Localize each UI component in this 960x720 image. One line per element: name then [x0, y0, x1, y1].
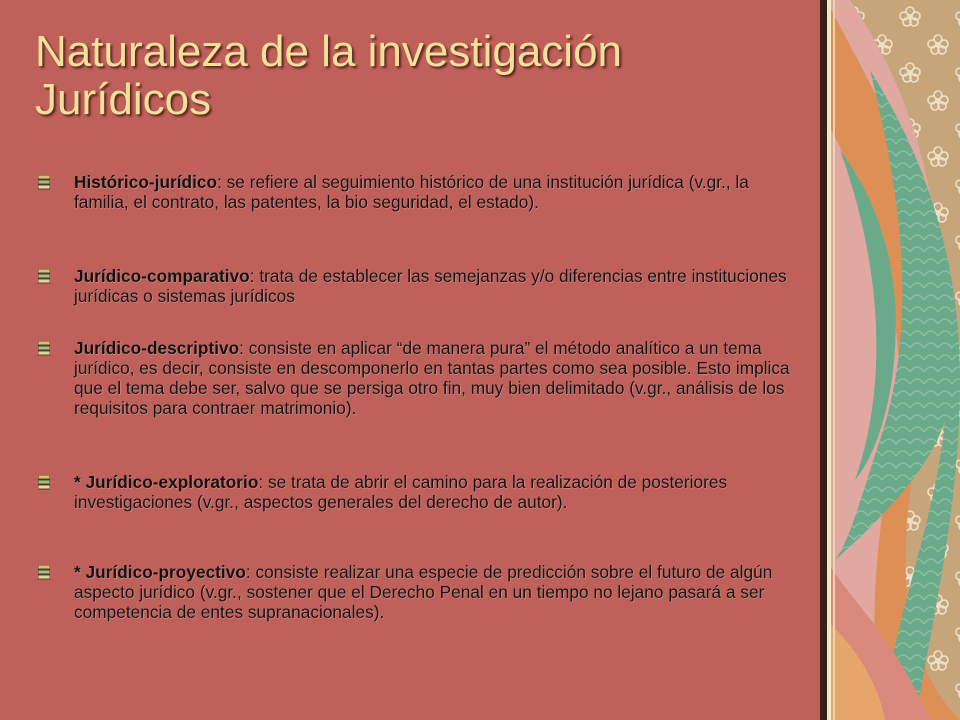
panel-border-dark: [820, 0, 827, 720]
stacked-tiles-bullet-icon: [38, 565, 50, 580]
bullet-item: [38, 266, 798, 306]
panel-border-light-2: [833, 0, 835, 720]
bullet-text: : se refiere al seguimiento histórico de una institución jurídica (v.gr., la familia, el contrato, las patentes, la bio seguridad, el estado).: [74, 172, 749, 212]
bullet-list: [38, 172, 798, 622]
bullet-term: Jurídico-exploratorio: [85, 472, 259, 492]
bullet-item: [38, 338, 798, 438]
stacked-tiles-bullet-icon: [38, 269, 50, 284]
bullet-text: : trata de establecer las semejanzas y/o diferencias entre instituciones jurídicas o sistemas jurídicos: [74, 266, 787, 306]
slide-title: Naturaleza de la investigación Jurídicos: [35, 27, 623, 124]
bullet-text: : se trata de abrir el camino para la realización de posteriores investigaciones (v.gr., aspectos generales del derecho de autor).: [74, 472, 728, 512]
bullet-term: Histórico-jurídico: [74, 172, 218, 192]
bullet-term: Jurídico-proyectivo: [85, 562, 246, 582]
stacked-tiles-bullet-icon: [38, 475, 50, 490]
bullet-term: Jurídico-comparativo: [74, 266, 250, 286]
bullet-prefix: *: [74, 472, 86, 492]
stacked-tiles-bullet-icon: [38, 341, 50, 356]
bullet-prefix: *: [74, 562, 86, 582]
stacked-tiles-bullet-icon: [38, 175, 50, 190]
panel-border-light: [827, 0, 831, 720]
bullet-item: [38, 562, 798, 622]
bullet-item: [38, 172, 798, 232]
bullet-item: [38, 472, 798, 532]
bullet-term: Jurídico-descriptivo: [74, 338, 240, 358]
bullet-text: : consiste en aplicar “de manera pura” el método analítico a un tema jurídico, es decir, consiste en descomponerlo en tantas partes como sea posible. Esto implica que el tema debe ser, salvo que se persiga otro fin, muy bien delimitado (v.gr., análisis de los requisitos para contraer matrimonio).: [74, 338, 790, 418]
bullet-text: : consiste realizar una especie de predicción sobre el futuro de algún aspecto jurídico (v.gr., sostener que el Derecho Penal en un tiempo no lejano pasará a ser competencia de entes supranacionales).: [74, 562, 773, 622]
